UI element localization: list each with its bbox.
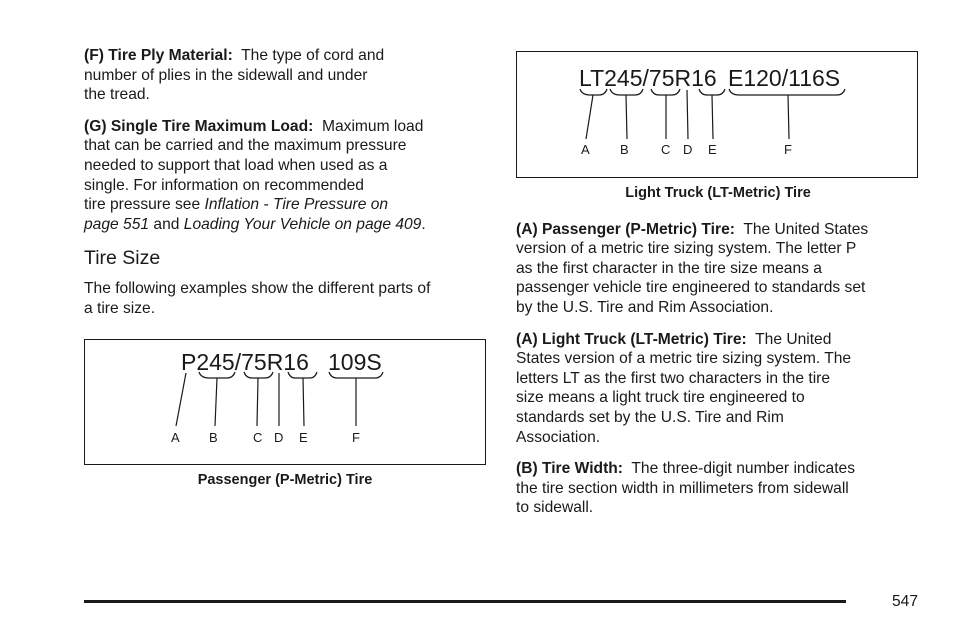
right-column: [516, 51, 920, 530]
light-truck-tire-figure: [516, 51, 918, 178]
tire-code-size: LT245/75R16: [579, 65, 717, 91]
passenger-text: by the U.S. Tire and Rim Association.: [516, 298, 774, 316]
load-period: .: [421, 215, 426, 233]
callout-letter: F: [784, 142, 792, 157]
inflation-link-page[interactable]: page 551: [84, 215, 150, 233]
callout-letter: C: [253, 429, 263, 445]
light-truck-text: standards set by the U.S. Tire and Rim: [516, 408, 784, 426]
intro-paragraph: [84, 279, 488, 318]
callout-letter: B: [209, 429, 218, 445]
max-load-label: (G) Single Tire Maximum Load:: [84, 117, 314, 135]
passenger-tire-diagram: [85, 340, 484, 463]
light-truck-figure-caption: Light Truck (LT-Metric) Tire: [625, 185, 811, 201]
light-truck-tire-diagram: [517, 52, 916, 176]
light-truck-text: States version of a metric tire sizing system. The: [516, 350, 852, 368]
callout-letter: D: [274, 429, 284, 445]
callout-letter: E: [708, 142, 717, 157]
max-load-paragraph: [84, 117, 488, 235]
load-text: Maximum load: [322, 117, 424, 135]
ply-text: the tread.: [84, 86, 150, 104]
tire-code-size: P245/75R16: [181, 348, 309, 375]
passenger-text: version of a metric tire sizing system. The letter P: [516, 240, 857, 258]
callout-letter: D: [683, 142, 693, 157]
light-truck-definition: [516, 330, 920, 448]
load-and: and: [153, 215, 180, 233]
tire-code-service: E120/116S: [728, 65, 841, 91]
light-truck-text: letters LT as the first two characters in the tire: [516, 369, 831, 387]
intro-text: a tire size.: [84, 299, 156, 317]
callout-lines: [176, 372, 383, 426]
tire-size-heading: Tire Size: [84, 247, 161, 270]
loading-vehicle-link[interactable]: Loading Your Vehicle on page 409: [183, 215, 422, 233]
load-text: tire pressure see: [84, 196, 201, 214]
load-text: needed to support that load when used as a: [84, 156, 388, 174]
ply-material-paragraph: [84, 46, 488, 105]
tire-width-text: to sidewall.: [516, 499, 594, 517]
passenger-text: The United States: [743, 220, 869, 238]
passenger-tire-figure: [84, 339, 486, 465]
callout-lines: [580, 89, 845, 139]
inflation-link[interactable]: Inflation - Tire Pressure on: [204, 196, 389, 214]
callout-letter: A: [581, 142, 590, 157]
tire-width-text: The three-digit number indicates: [631, 460, 856, 478]
ply-text: number of plies in the sidewall and under: [84, 66, 368, 84]
tire-width-label: (B) Tire Width:: [516, 460, 623, 478]
passenger-text: passenger vehicle tire engineered to standards set: [516, 279, 866, 297]
ply-material-label: (F) Tire Ply Material:: [84, 47, 233, 64]
passenger-figure-caption: Passenger (P-Metric) Tire: [197, 471, 373, 488]
callout-letter: A: [171, 429, 180, 445]
load-text: single. For information on recommended: [84, 176, 364, 194]
ply-text: The type of cord and: [241, 47, 385, 64]
intro-text: The following examples show the different parts of: [84, 280, 431, 298]
callout-letter: E: [299, 429, 308, 445]
load-text: that can be carried and the maximum pressure: [84, 137, 407, 155]
passenger-definition: [516, 220, 920, 318]
light-truck-text: size means a light truck tire engineered to: [516, 389, 805, 407]
callout-letter: C: [661, 142, 671, 157]
callout-letter: F: [352, 429, 360, 445]
footer-rule: [84, 600, 846, 603]
left-column: [84, 46, 488, 490]
light-truck-text: The United: [755, 330, 832, 348]
callout-letter: B: [620, 142, 629, 157]
light-truck-text: Association.: [516, 428, 601, 446]
tire-width-text: the tire section width in millimeters from sidewall: [516, 479, 849, 497]
passenger-text: as the first character in the tire size means a: [516, 259, 822, 277]
tire-width-definition: [516, 459, 920, 518]
page-number: 547: [891, 593, 918, 610]
tire-code-service: 109S: [328, 348, 382, 375]
light-truck-label: (A) Light Truck (LT-Metric) Tire:: [516, 330, 747, 348]
passenger-label: (A) Passenger (P-Metric) Tire:: [516, 220, 735, 238]
